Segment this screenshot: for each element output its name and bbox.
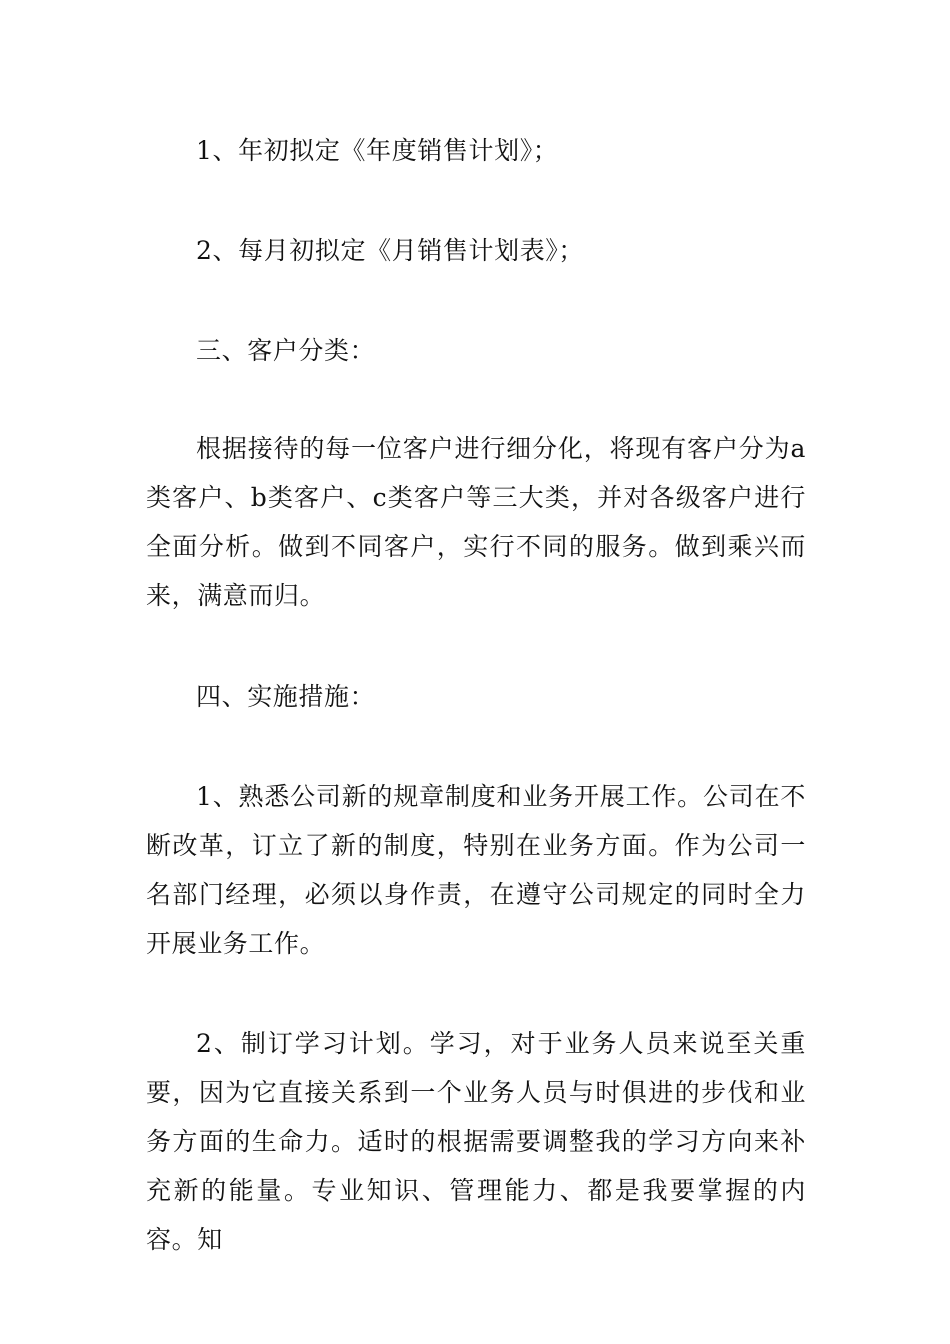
implementation-item-2: 2、制订学习计划。学习，对于业务人员来说至关重要，因为它直接关系到一个业务人员与时俱进的步伐和业务方面的生命力。适时的根据需要调整我的学习方向来补充新的能量。专业知识、管理能力、都是我要掌握的内容。知: [146, 1029, 806, 1254]
customer-classification-paragraph: 根据接待的每一位客户进行细分化，将现有客户分为a类客户、b类客户、c类客户等三大类，并对各级客户进行全面分析。做到不同客户，实行不同的服务。做到乘兴而来，满意而归。: [146, 434, 806, 610]
implementation-item-1: 1、熟悉公司新的规章制度和业务开展工作。公司在不断改革，订立了新的制度，特别在业务方面。作为公司一名部门经理，必须以身作责，在遵守公司规定的同时全力开展业务工作。: [146, 782, 806, 958]
plan-item-annual: 1、年初拟定《年度销售计划》；: [196, 136, 559, 165]
section-heading-implementation: 四、实施措施：: [196, 682, 376, 711]
section-heading-customer-classification: 三、客户分类：: [196, 336, 376, 365]
plan-item-monthly: 2、每月初拟定《月销售计划表》；: [196, 236, 585, 265]
